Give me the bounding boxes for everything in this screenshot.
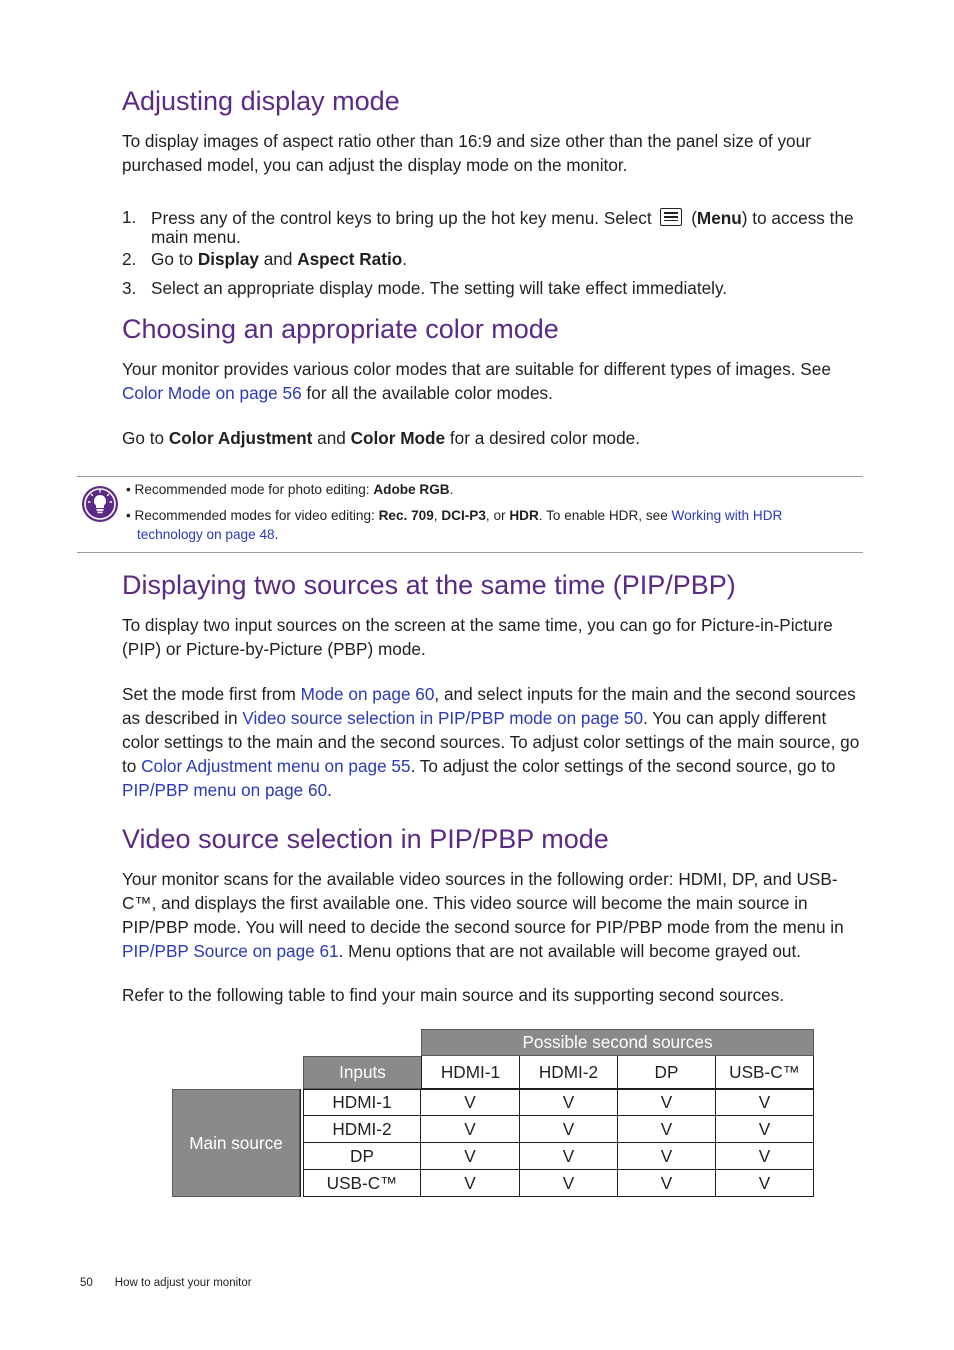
text-run: • Recommended modes for video editing: xyxy=(126,508,379,523)
step-number: 3. xyxy=(122,278,137,298)
table-cell: V xyxy=(716,1116,814,1143)
table-cell: V xyxy=(520,1089,618,1116)
text-run: . xyxy=(327,780,332,800)
link-mode[interactable]: Mode on page 60 xyxy=(300,684,435,704)
table-cell: V xyxy=(421,1143,520,1170)
dci-p3-label: DCI-P3 xyxy=(441,508,486,523)
step-text: Select an appropriate display mode. The setting will take effect immediately. xyxy=(151,278,728,298)
column-header: USB-C™ xyxy=(716,1056,814,1089)
text-run: , xyxy=(433,508,442,523)
source-table xyxy=(172,1029,814,1197)
column-header: HDMI-2 xyxy=(520,1056,618,1089)
step-text-part: Go to xyxy=(151,249,198,269)
color-mode-paragraph xyxy=(122,357,862,405)
table-cell: V xyxy=(618,1143,716,1170)
text-run: . xyxy=(449,482,454,497)
footer-title: How to adjust your monitor xyxy=(114,1277,252,1289)
adobe-rgb-label: Adobe RGB xyxy=(373,482,450,497)
page-footer xyxy=(80,1277,252,1289)
step-2 xyxy=(122,250,862,269)
step-text-part: Press any of the control keys to bring up the hot key menu. Select xyxy=(151,208,652,228)
text-run: Your monitor provides various color modes that are suitable for different types of images. See xyxy=(122,359,831,379)
display-label: Display xyxy=(197,249,259,269)
display-mode-intro: To display images of aspect ratio other than 16:9 and size other than the panel size of your purchased model, you can adjust the display mode on the monitor. xyxy=(122,131,811,175)
empty-cell xyxy=(172,1029,300,1056)
color-adjustment-paragraph xyxy=(122,426,862,450)
step-number: 2. xyxy=(122,249,137,269)
table-cell: V xyxy=(520,1170,618,1197)
table-cell: V xyxy=(421,1170,520,1197)
link-color-adjustment-menu[interactable]: Color Adjustment menu on page 55 xyxy=(141,756,411,776)
table-reference-paragraph: Refer to the following table to find your main source and its supporting second sources. xyxy=(122,985,785,1005)
column-header: DP xyxy=(618,1056,716,1089)
text-run: • Recommended mode for photo editing: xyxy=(126,482,374,497)
text-run: , or xyxy=(485,508,510,523)
menu-label: Menu xyxy=(696,208,742,228)
table-cell: V xyxy=(716,1170,814,1197)
second-sources-header: Possible second sources xyxy=(421,1029,814,1056)
heading-video-source-selection: Video source selection in PIP/PBP mode xyxy=(122,824,609,854)
step-text-part: ( xyxy=(691,208,697,228)
step-text-part: and xyxy=(258,249,298,269)
inputs-header: Inputs xyxy=(303,1056,421,1089)
step-number: 1. xyxy=(122,207,137,227)
page-number: 50 xyxy=(80,1277,93,1289)
heading-adjusting-display-mode: Adjusting display mode xyxy=(122,86,400,116)
rec709-label: Rec. 709 xyxy=(378,508,434,523)
pip-pbp-intro: To display two input sources on the screen at the same time, you can go for Picture-in-Picture (PIP) or Picture-by-Picture (PBP) mode. xyxy=(122,615,833,659)
row-label: HDMI-1 xyxy=(303,1089,421,1116)
step-1 xyxy=(122,208,862,247)
text-run: and xyxy=(312,428,351,448)
table-cell: V xyxy=(618,1089,716,1116)
step-text xyxy=(151,208,862,247)
text-run: Go to xyxy=(122,428,169,448)
link-hdr-technology-page[interactable]: technology on page 48 xyxy=(137,527,275,542)
empty-cell xyxy=(303,1029,421,1056)
text-run: for all the available color modes. xyxy=(301,383,553,403)
table-cell: V xyxy=(520,1116,618,1143)
step-3 xyxy=(122,279,862,298)
table-cell: V xyxy=(716,1089,814,1116)
text-run: . Menu options that are not available will become grayed out. xyxy=(338,941,802,961)
lightbulb-icon xyxy=(82,486,118,522)
note-video-editing xyxy=(126,506,856,544)
link-pip-pbp-source[interactable]: PIP/PBP Source on page 61 xyxy=(122,941,339,961)
table-cell: V xyxy=(520,1143,618,1170)
text-run: . xyxy=(274,527,279,542)
table-cell: V xyxy=(716,1143,814,1170)
row-label: USB-C™ xyxy=(303,1170,421,1197)
link-video-source-selection[interactable]: Video source selection in PIP/PBP mode on page 50 xyxy=(242,708,644,728)
text-run: . You can apply different color settings to the main and the second sources. To adjust color settings of the main source, go to xyxy=(122,708,860,776)
hdr-label: HDR xyxy=(509,508,539,523)
aspect-ratio-label: Aspect Ratio xyxy=(297,249,403,269)
color-mode-label: Color Mode xyxy=(350,428,446,448)
main-source-header: Main source xyxy=(172,1089,300,1197)
text-run: , and select inputs for the main and the second sources as described in xyxy=(122,684,856,728)
heading-choosing-color-mode: Choosing an appropriate color mode xyxy=(122,314,559,344)
link-color-mode[interactable]: Color Mode on page 56 xyxy=(122,383,302,403)
row-label: DP xyxy=(303,1143,421,1170)
text-run: . To adjust the color settings of the second source, go to xyxy=(410,756,836,776)
table-cell: V xyxy=(618,1116,716,1143)
step-text xyxy=(151,250,862,269)
text-run: Set the mode first from xyxy=(122,684,301,704)
step-text-part: . xyxy=(402,249,408,269)
table-cell: V xyxy=(618,1170,716,1197)
step-text-part: ) to access the main menu. xyxy=(151,208,854,247)
note-box xyxy=(77,476,863,553)
table-cell: V xyxy=(421,1089,520,1116)
row-label: HDMI-2 xyxy=(303,1116,421,1143)
menu-icon xyxy=(660,208,682,226)
text-run: for a desired color mode. xyxy=(445,428,641,448)
note-photo-editing xyxy=(126,480,856,499)
video-source-paragraph xyxy=(122,867,862,963)
column-header: HDMI-1 xyxy=(421,1056,520,1089)
text-run: . To enable HDR, see xyxy=(538,508,672,523)
text-run: Your monitor scans for the available video sources in the following order: HDMI, DP, and USB-C™, and displays the first available one. This video source will become the main source in PIP/PBP mode. You will need to decide the second source for PIP/PBP mode from the menu in xyxy=(122,869,844,937)
link-pip-pbp-menu[interactable]: PIP/PBP menu on page 60 xyxy=(122,780,328,800)
pip-pbp-instructions xyxy=(122,682,862,802)
color-adjustment-label: Color Adjustment xyxy=(168,428,313,448)
table-cell: V xyxy=(421,1116,520,1143)
heading-pip-pbp: Displaying two sources at the same time (PIP/PBP) xyxy=(122,570,736,600)
link-working-with-hdr[interactable]: Working with HDR xyxy=(671,508,783,523)
